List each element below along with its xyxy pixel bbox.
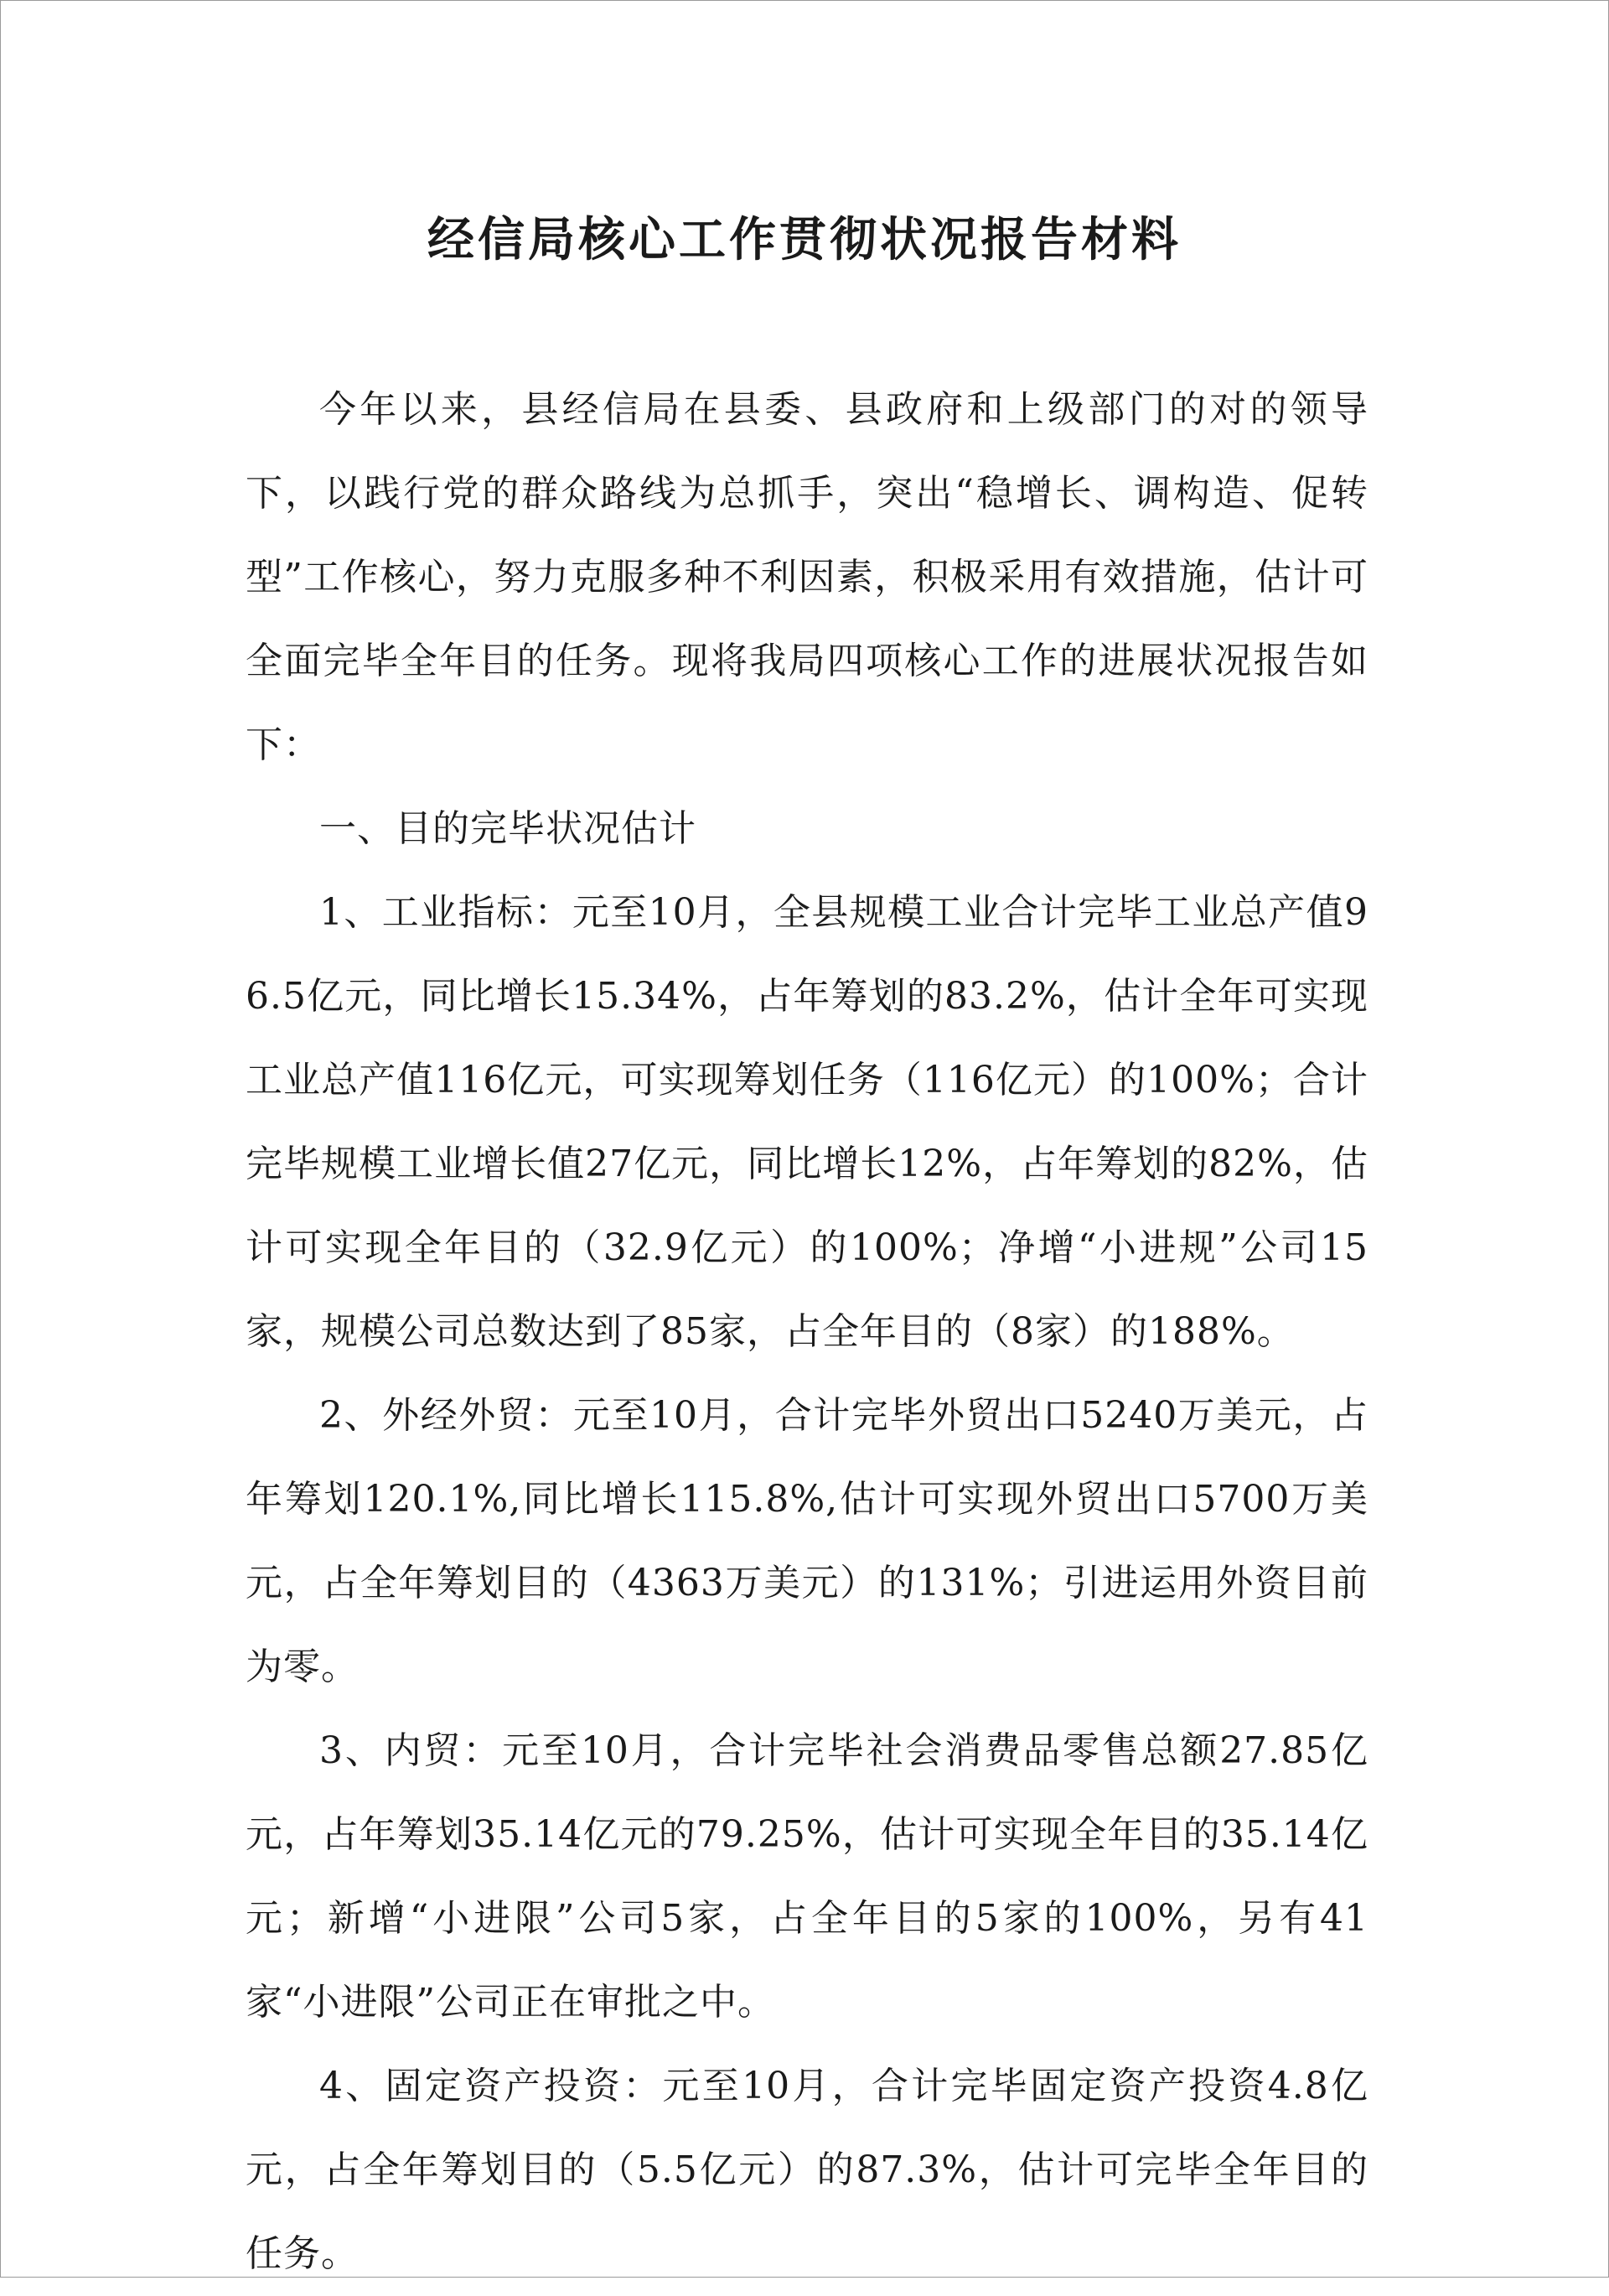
paragraph-foreign-trade: 2、外经外贸：元至10月，合计完毕外贸出口5240万美元，占年筹划120.1%,同比增长115.8%,估计可实现外贸出口5700万美元，占全年筹划目的（4363万美元）的131%；引进运用外资目前为零。 [246,1394,1368,1688]
paragraph-intro: 今年以来，县经信局在县委、县政府和上级部门的对的领导下，以践行党的群众路线为总抓手，突出“稳增长、调构造、促转型”工作核心，努力克服多种不利因素，积极采用有效措施，估计可全面完毕全年目的任务。现将我局四项核心工作的进展状况报告如下： [246,388,1368,766]
paragraph-fixed-investment: 4、固定资产投资：元至10月，合计完毕固定资产投资4.8亿元，占全年筹划目的（5.5亿元）的87.3%，估计可完毕全年目的任务。 [246,2065,1368,2275]
paragraph-domestic-trade: 3、内贸：元至10月，合计完毕社会消费品零售总额27.85亿元，占年筹划35.14亿元的79.25%，估计可实现全年目的35.14亿元；新增“小进限”公司5家，占全年目的5家的100%，另有41家“小进限”公司正在审批之中。 [246,1729,1368,2024]
document-title: 经信局核心工作贯彻状况报告材料 [427,212,1182,267]
document-body [246,368,1368,2296]
paragraph-industry: 1、工业指标：元至10月，全县规模工业合计完毕工业总产值96.5亿元，同比增长15.34%，占年筹划的83.2%，估计全年可实现工业总产值116亿元，可实现筹划任务（116亿元）的100%；合计完毕规模工业增长值27亿元，同比增长12%，占年筹划的82%，估计可实现全年目的（32.9亿元）的100%；净增“小进规”公司15家，规模公司总数达到了85家，占全年目的（8家）的188%。 [246,891,1368,1353]
section-heading: 一、目的完毕状况估计 [319,807,696,850]
